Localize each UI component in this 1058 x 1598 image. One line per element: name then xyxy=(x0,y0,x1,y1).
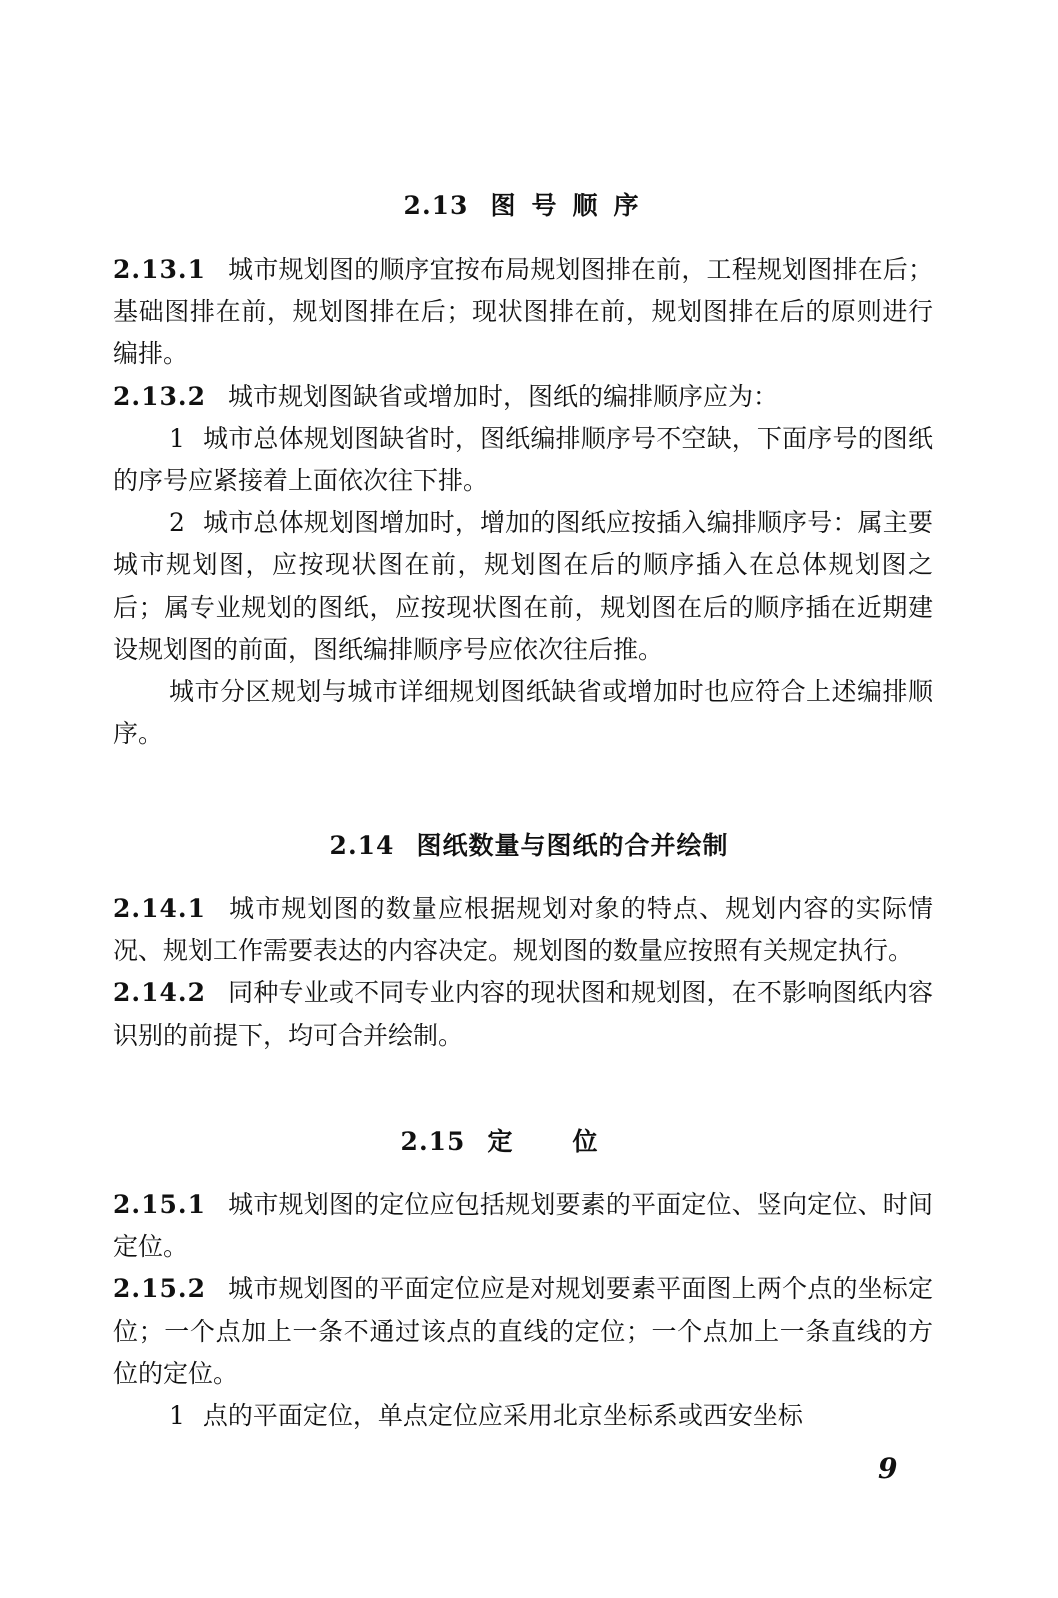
list-item-number: 1 xyxy=(169,1401,185,1431)
list-item-2 xyxy=(113,502,933,671)
clause-text: 城市规划图的顺序宜按布局规划图排在前，工程规划图排在后；基础图排在前，规划图排在后；现状图排在前，规划图排在后的原则进行编排。 xyxy=(113,255,933,369)
section-note: 城市分区规划与城市详细规划图纸缺省或增加时也应符合上述编排顺序。 xyxy=(113,677,933,749)
clause-2-13-1 xyxy=(113,249,933,376)
clause-2-14-1 xyxy=(113,888,933,972)
list-item-text: 城市总体规划图增加时，增加的图纸应按插入编排顺序号：属主要城市规划图，应按现状图在前，规划图在后的顺序插入在总体规划图之后；属专业规划的图纸，应按现状图在前，规划图在后的顺序插在近期建设规划图的前面，图纸编排顺序号应依次往后推。 xyxy=(113,508,933,664)
clause-number: 2.15.2 xyxy=(113,1274,206,1304)
section-title: 图号顺序 xyxy=(490,191,655,220)
list-item-text: 点的平面定位，单点定位应采用北京坐标系或西安坐标 xyxy=(202,1401,803,1431)
clause-2-15-2 xyxy=(113,1268,933,1395)
clause-text: 城市规划图的数量应根据规划对象的特点、规划内容的实际情况、规划工作需要表达的内容决定。规划图的数量应按照有关规定执行。 xyxy=(113,894,933,966)
clause-text: 城市规划图的定位应包括规划要素的平面定位、竖向定位、时间定位。 xyxy=(113,1190,933,1262)
section-heading-2-13 xyxy=(0,186,1058,222)
page-number: 9 xyxy=(878,1452,898,1485)
section-number: 2.14 xyxy=(329,831,395,860)
section-number: 2.13 xyxy=(403,191,469,220)
list-item-1 xyxy=(113,1395,933,1437)
clause-2-13-2 xyxy=(113,376,933,418)
list-item-number: 2 xyxy=(169,508,185,538)
clause-number: 2.14.1 xyxy=(113,894,206,923)
section-body-2-13 xyxy=(113,249,933,755)
section-title: 图纸数量与图纸的合并绘制 xyxy=(416,831,729,860)
section-body-2-15 xyxy=(113,1184,933,1437)
clause-number: 2.13.1 xyxy=(113,255,206,284)
list-item-1 xyxy=(113,418,933,502)
clause-text: 城市规划图的平面定位应是对规划要素平面图上两个点的坐标定位；一个点加上一条不通过该点的直线的定位；一个点加上一条直线的方位的定位。 xyxy=(113,1274,933,1388)
section-title: 定位 xyxy=(487,1127,658,1156)
list-item-number: 1 xyxy=(169,423,185,453)
clause-number: 2.15.1 xyxy=(113,1190,206,1219)
list-item-text: 城市总体规划图缺省时，图纸编排顺序号不空缺，下面序号的图纸的序号应紧接着上面依次往下排。 xyxy=(113,423,933,496)
clause-text: 同种专业或不同专业内容的现状图和规划图，在不影响图纸内容识别的前提下，均可合并绘制。 xyxy=(113,978,933,1050)
section-heading-2-14 xyxy=(0,826,1058,862)
clause-number: 2.14.2 xyxy=(113,978,206,1008)
clause-2-14-2 xyxy=(113,972,933,1056)
section-body-2-14 xyxy=(113,888,933,1057)
clause-number: 2.13.2 xyxy=(113,381,206,411)
section-heading-2-15 xyxy=(0,1122,1058,1158)
clause-text: 城市规划图缺省或增加时，图纸的编排顺序应为： xyxy=(228,381,779,411)
section-number: 2.15 xyxy=(400,1127,466,1156)
clause-2-15-1 xyxy=(113,1184,933,1268)
